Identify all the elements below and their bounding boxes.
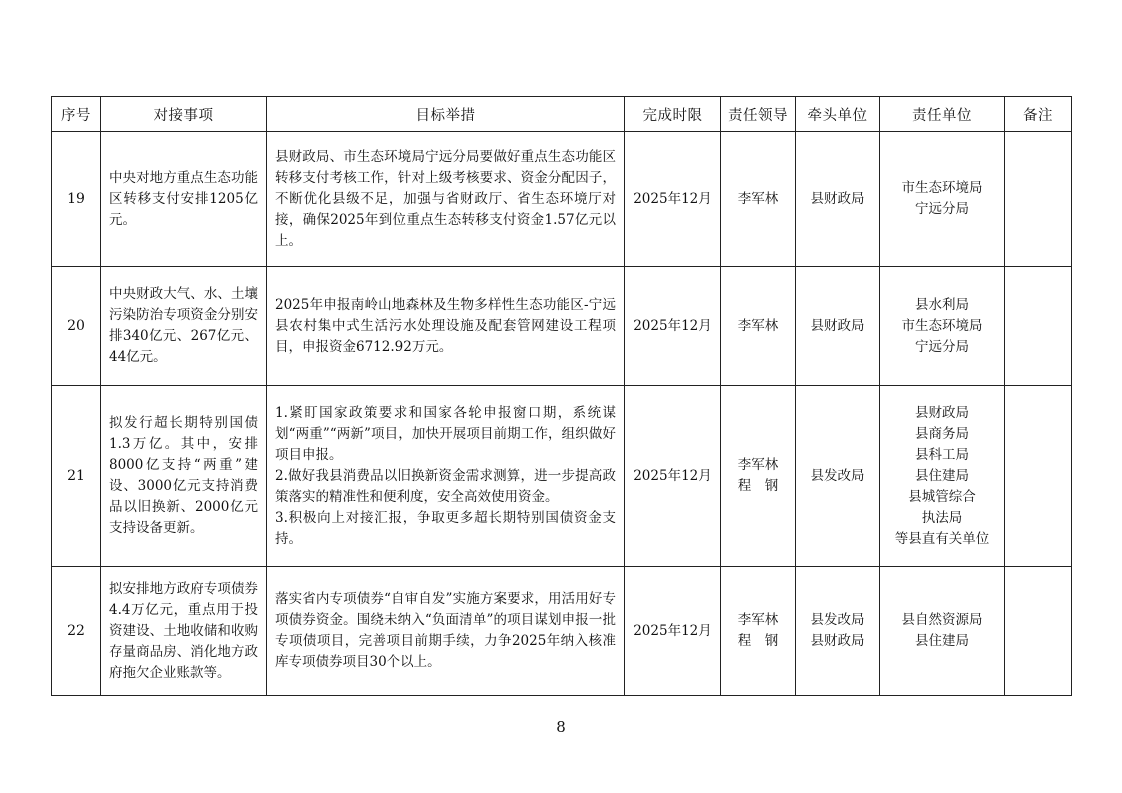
lead-unit-cell xyxy=(796,386,880,567)
lead-unit-cell xyxy=(796,267,880,386)
table-row xyxy=(52,132,1072,267)
header-deadline: 完成时限 xyxy=(625,97,721,132)
resp-unit-name: 县住建局 xyxy=(915,467,969,484)
note-cell xyxy=(1005,386,1072,567)
header-note: 备注 xyxy=(1005,97,1072,132)
resp-unit-name: 县财政局 xyxy=(915,404,969,421)
resp-unit-cell xyxy=(880,386,1005,567)
header-lead-unit: 牵头单位 xyxy=(796,97,880,132)
leader-name: 李军林 xyxy=(737,457,779,473)
header-measures: 目标举措 xyxy=(267,97,625,132)
note-cell xyxy=(1005,267,1072,386)
leader-name: 李军林 xyxy=(737,612,779,628)
deadline-cell: 2025年12月 xyxy=(625,132,721,267)
resp-unit-name: 县科工局 xyxy=(915,446,969,463)
page-number: 8 xyxy=(556,718,566,736)
leader-cell xyxy=(721,386,796,567)
resp-unit-name: 执法局 xyxy=(921,509,963,526)
note-cell xyxy=(1005,567,1072,696)
lead-unit-name: 县财政局 xyxy=(810,190,865,207)
lead-unit-name: 县财政局 xyxy=(810,633,865,649)
resp-unit-cell xyxy=(880,132,1005,267)
item-cell: 拟安排地方政府专项债券4.4万亿元，重点用于投资建设、土地收储和收购存量商品房、消化地方政府拖欠企业账款等。 xyxy=(101,567,267,696)
seq-cell: 21 xyxy=(52,386,101,567)
lead-unit-name: 县发改局 xyxy=(810,612,865,628)
measure-line: 落实省内专项债券“自审自发”实施方案要求，用活用好专项债券资金。围绕未纳入“负面清单”的项目谋划申报一批专项债项目，完善项目前期手续，力争2025年纳入核准库专项债券项目30个以上。 xyxy=(275,591,616,670)
lead-unit-name: 县财政局 xyxy=(810,317,865,334)
leader-name: 李军林 xyxy=(737,317,779,334)
resp-unit-name: 市生态环境局 xyxy=(901,180,983,196)
measure-line: 2.做好我县消费品以旧换新资金需求测算，进一步提高政策落实的精准性和便利度，安全高效使用资金。 xyxy=(275,467,616,505)
leader-cell xyxy=(721,567,796,696)
leader-cell xyxy=(721,267,796,386)
resp-unit-name: 市生态环境局 xyxy=(901,317,983,334)
measures-cell xyxy=(267,132,625,267)
header-resp-unit: 责任单位 xyxy=(880,97,1005,132)
leader-name: 李军林 xyxy=(737,190,779,207)
resp-unit-name: 县住建局 xyxy=(915,633,969,649)
item-cell: 拟发行超长期特别国债1.3万亿。其中，安排8000亿支持“两重”建设、3000亿元支持消费品以旧换新、2000亿元支持设备更新。 xyxy=(101,386,267,567)
table-row xyxy=(52,567,1072,696)
seq-cell: 19 xyxy=(52,132,101,267)
deadline-cell: 2025年12月 xyxy=(625,567,721,696)
note-cell xyxy=(1005,132,1072,267)
table-row xyxy=(52,267,1072,386)
measures-cell xyxy=(267,567,625,696)
measure-line: 1.紧盯国家政策要求和国家各轮申报窗口期，系统谋划“两重”“两新”项目，加快开展项目前期工作，组织做好项目申报。 xyxy=(275,404,616,463)
measure-line: 3.积极向上对接汇报，争取更多超长期特别国债资金支持。 xyxy=(275,509,616,547)
leader-cell xyxy=(721,132,796,267)
seq-cell: 22 xyxy=(52,567,101,696)
header-leader: 责任领导 xyxy=(721,97,796,132)
deadline-cell: 2025年12月 xyxy=(625,386,721,567)
resp-unit-name: 等县直有关单位 xyxy=(894,530,990,547)
leader-name: 程 钢 xyxy=(737,478,779,494)
resp-unit-name: 宁远分局 xyxy=(915,201,969,217)
table-row xyxy=(52,386,1072,567)
resp-unit-cell xyxy=(880,567,1005,696)
item-cell: 中央对地方重点生态功能区转移支付安排1205亿元。 xyxy=(101,132,267,267)
resp-unit-cell xyxy=(880,267,1005,386)
lead-unit-cell xyxy=(796,132,880,267)
measure-line: 2025年申报南岭山地森林及生物多样性生态功能区-宁远县农村集中式生活污水处理设施及配套管网建设工程项目，申报资金6712.92万元。 xyxy=(275,296,616,355)
lead-unit-name: 县发改局 xyxy=(810,467,865,484)
header-seq: 序号 xyxy=(52,97,101,132)
leader-name: 程 钢 xyxy=(737,633,779,649)
lead-unit-cell xyxy=(796,567,880,696)
resp-unit-name: 县自然资源局 xyxy=(901,612,983,628)
resp-unit-name: 宁远分局 xyxy=(915,338,969,355)
measures-cell xyxy=(267,267,625,386)
task-table xyxy=(51,96,1072,696)
resp-unit-name: 县水利局 xyxy=(915,296,969,313)
seq-cell: 20 xyxy=(52,267,101,386)
header-item: 对接事项 xyxy=(101,97,267,132)
measures-cell xyxy=(267,386,625,567)
deadline-cell: 2025年12月 xyxy=(625,267,721,386)
header-row xyxy=(52,97,1072,132)
resp-unit-name: 县城管综合 xyxy=(908,488,976,505)
item-cell: 中央财政大气、水、土壤污染防治专项资金分别安排340亿元、267亿元、44亿元。 xyxy=(101,267,267,386)
resp-unit-name: 县商务局 xyxy=(915,425,969,442)
measure-line: 县财政局、市生态环境局宁远分局要做好重点生态功能区转移支付考核工作，针对上级考核要求、资金分配因子，不断优化县级不足，加强与省财政厅、省生态环境厅对接，确保2025年到位重点生态转移支付资金1.57亿元以上。 xyxy=(275,148,616,249)
